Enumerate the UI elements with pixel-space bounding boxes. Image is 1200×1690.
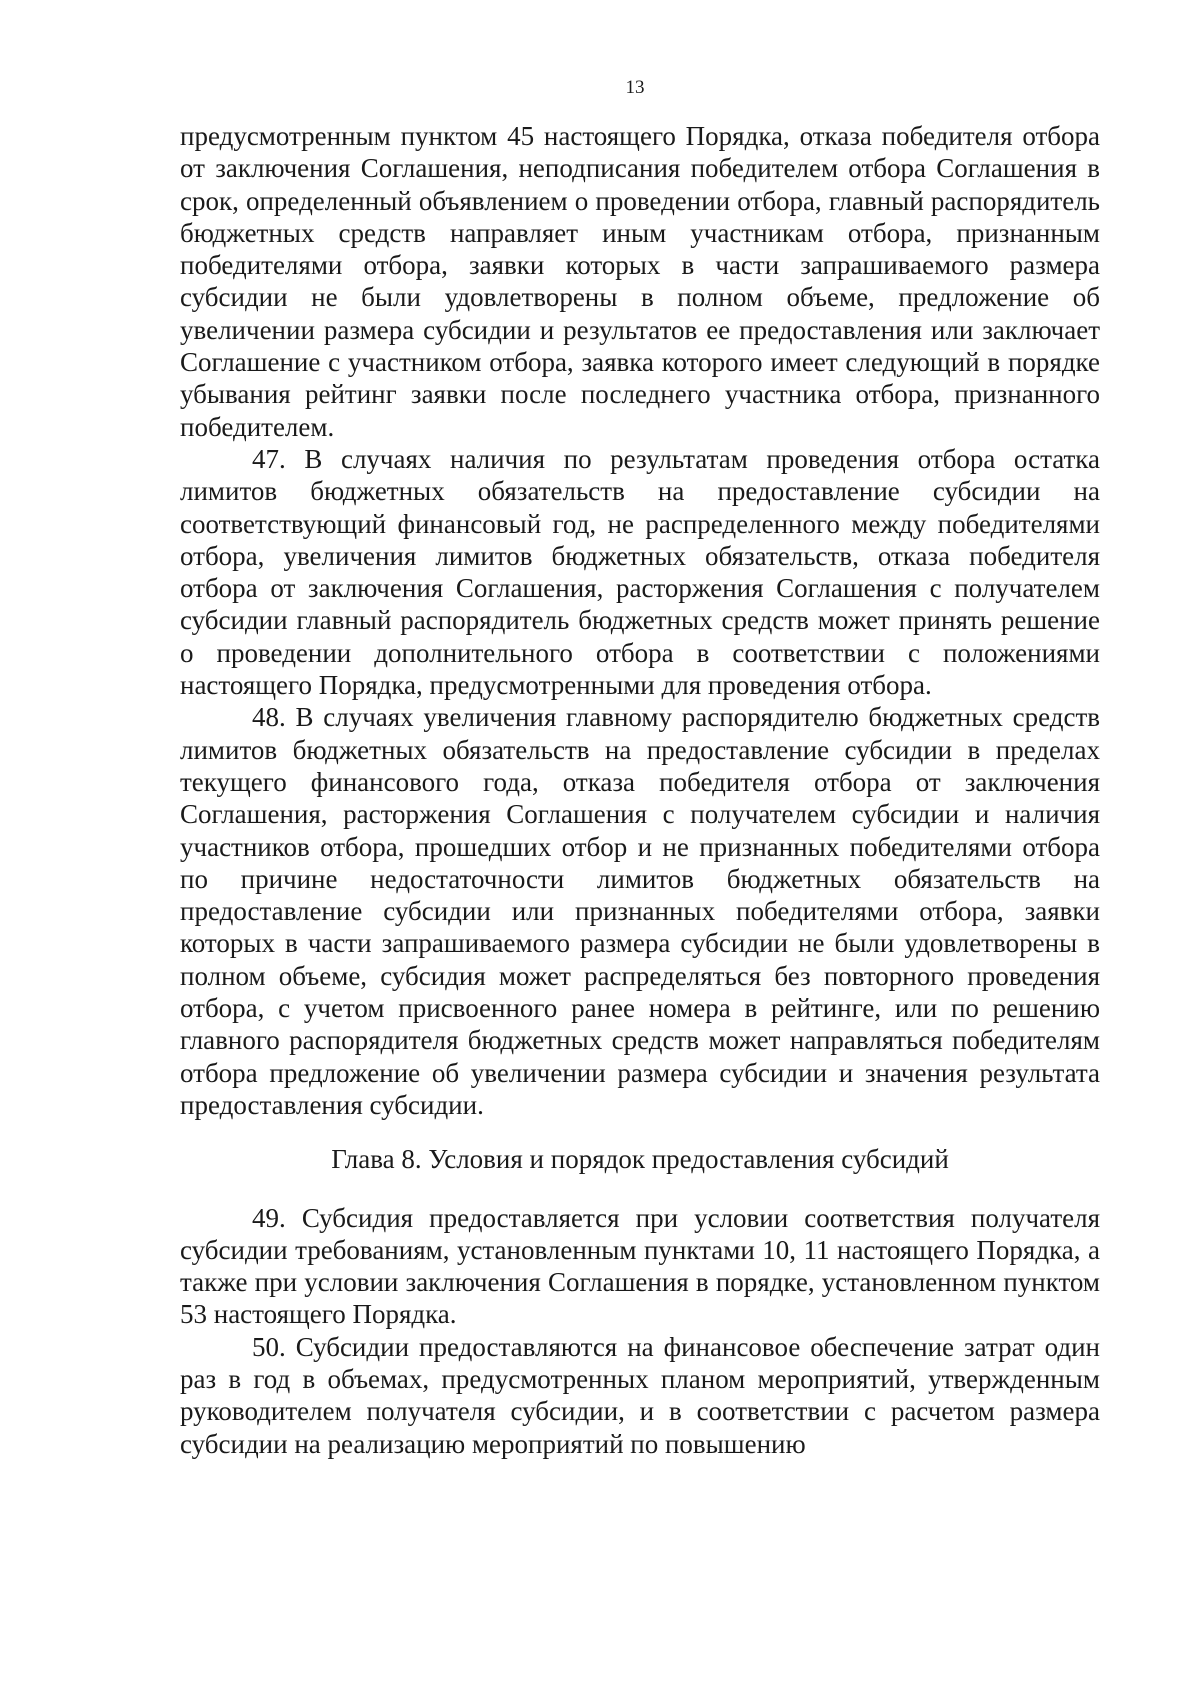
paragraph-50: 50. Субсидии предоставляются на финансовое обеспечение затрат один раз в год в объемах, предусмотренных планом мероприятий, утвержденным руководителем получателя субсидии, и в соответствии с расчетом размера субсидии на реализацию мероприятий по повышению bbox=[180, 1331, 1100, 1459]
chapter-heading: Глава 8. Условия и порядок предоставления субсидий bbox=[331, 1144, 949, 1175]
paragraph-continuation: предусмотренным пунктом 45 настоящего Порядка, отказа победителя отбора от заключения Соглашения, неподписания победителем отбора Соглашения в срок, определенный объявлением о проведении отбора, главный распорядитель бюджетных средств направляет иным участникам отбора, признанным победителями отбора, заявки которых в части запрашиваемого размера субсидии не были удовлетворены в полном объеме, предложение об увеличении размера субсидии и результатов ее предоставления или заключает Соглашение с участником отбора, заявка которого имеет следующий в порядке убывания рейтинг заявки после последнего участника отбора, признанного победителем. bbox=[180, 121, 1100, 442]
document-body bbox=[180, 120, 1100, 1460]
paragraph-48: 48. В случаях увеличения главному распорядителю бюджетных средств лимитов бюджетных обязательств на предоставление субсидии в пределах текущего финансового года, отказа победителя отбора от заключения Соглашения, расторжения Соглашения с получателем субсидии и наличия участников отбора, прошедших отбор и не признанных победителями отбора по причине недостаточности лимитов бюджетных обязательств на предоставление субсидии или признанных победителями отбора, заявки которых в части запрашиваемого размера субсидии не были удовлетворены в полном объеме, субсидия может распределяться без повторного проведения отбора, с учетом присвоенного ранее номера в рейтинге, или по решению главного распорядителя бюджетных средств может направляться победителям отбора предложение об увеличении размера субсидии и значения результата предоставления субсидии. bbox=[180, 702, 1100, 1120]
page-number: 13 bbox=[625, 77, 645, 98]
paragraph-49: 49. Субсидия предоставляется при условии соответствия получателя субсидии требованиям, установленным пунктами 10, 11 настоящего Порядка, а также при условии заключения Соглашения в порядке, установленном пунктом 53 настоящего Порядка. bbox=[180, 1202, 1100, 1330]
paragraph-47: 47. В случаях наличия по результатам проведения отбора остатка лимитов бюджетных обязательств на предоставление субсидии на соответствующий финансовый год, не распределенного между победителями отбора, увеличения лимитов бюджетных обязательств, отказа победителя отбора от заключения Соглашения, расторжения Соглашения с получателем субсидии главный распорядитель бюджетных средств может принять решение о проведении дополнительного отбора в соответствии с положениями настоящего Порядка, предусмотренными для проведения отбора. bbox=[180, 443, 1100, 701]
